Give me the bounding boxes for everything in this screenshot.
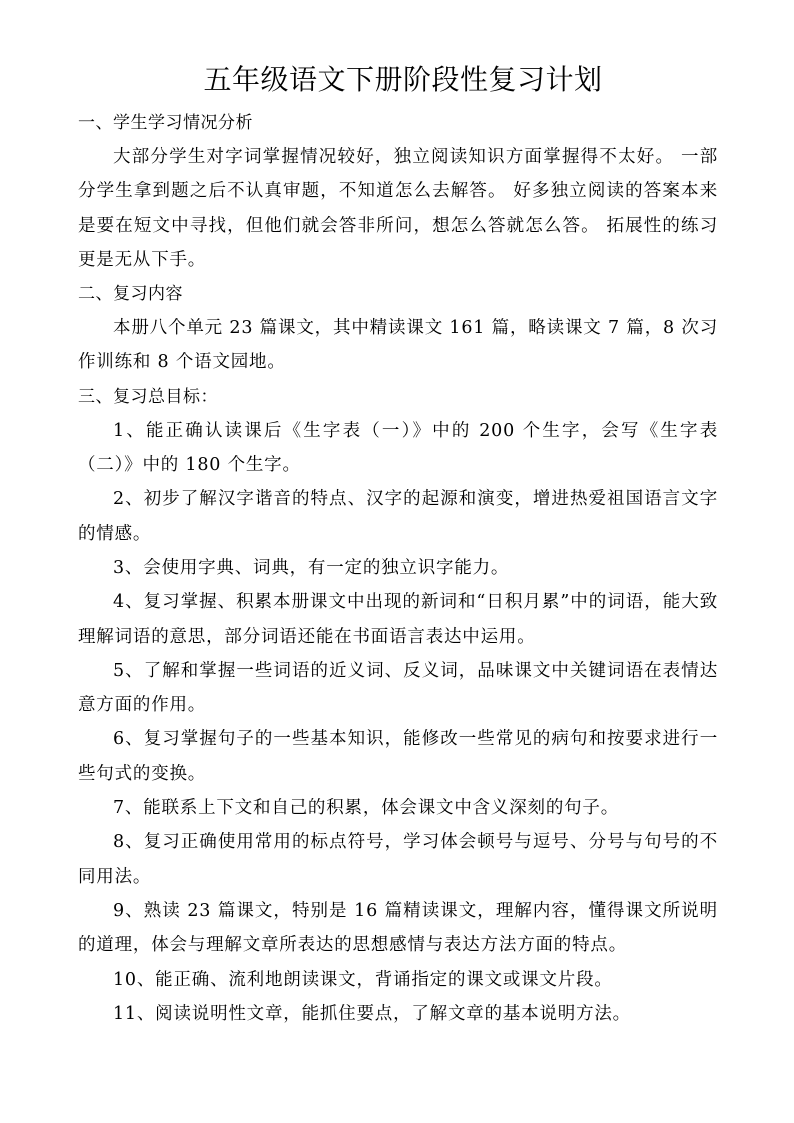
goal-item: 7、能联系上下文和自己的积累，体会课文中含义深刻的句子。: [113, 798, 620, 819]
goal-item: 4、复习掌握、积累本册课文中出现的新词和“日积月累”中的词语，能大致理解词语的意思，部分词语还能在书面语言表达中运用。: [78, 592, 718, 647]
goal-item: 10、能正确、流利地朗读课文，背诵指定的课文或课文片段。: [113, 969, 613, 990]
goal-item: 9、熟读 23 篇课文，特别是 16 篇精读课文，理解内容，懂得课文所说明的道理，体会与理解文章所表达的思想感情与表达方法方面的特点。: [78, 900, 718, 956]
section-heading: 一、学生学习情况分析: [78, 113, 253, 133]
goal-item: 3、会使用字典、词典，有一定的独立识字能力。: [113, 557, 510, 578]
goals-list: [78, 414, 718, 1031]
paragraph: 本册八个单元 23 篇课文，其中精读课文 161 篇，略读课文 7 篇，8 次习作训练和 8 个语文园地。: [78, 318, 718, 373]
section-review-content: [78, 277, 718, 380]
goal-item: 11、阅读说明性文章，能抓住要点，了解文章的基本说明方法。: [113, 1003, 631, 1024]
goal-item: 8、复习正确使用常用的标点符号，学习体会顿号与逗号、分号与句号的不同用法。: [78, 832, 718, 887]
section-heading: 二、复习内容: [78, 284, 183, 305]
goal-item: 6、复习掌握句子的一些基本知识，能修改一些常见的病句和按要求进行一些句式的变换。: [78, 729, 718, 784]
goal-item: 5、了解和掌握一些词语的近义词、反义词，品味课文中关键词语在表情达意方面的作用。: [78, 660, 718, 716]
section-student-analysis: [78, 106, 718, 277]
goal-item: 2、初步了解汉字谐音的特点、汉字的起源和演变，增进热爱祖国语言文字的情感。: [78, 489, 718, 544]
section-review-goals: [78, 380, 718, 1031]
section-heading: 三、复习总目标：: [78, 386, 218, 407]
page-title: 五年级语文下册阶段性复习计划: [203, 63, 603, 96]
paragraph: 大部分学生对字词掌握情况较好，独立阅读知识方面掌握得不太好。 一部分学生拿到题之后不认真审题，不知道怎么去解答。 好多独立阅读的答案本来是要在短文中寻找，但他们就会答非所问，想怎么答就怎么答。 拓展性的练习更是无从下手。: [78, 147, 718, 270]
goal-item: 1、能正确认读课后《生字表（一）》中的 200 个生字，会写《生字表（二）》中的 180 个生字。: [78, 420, 718, 476]
